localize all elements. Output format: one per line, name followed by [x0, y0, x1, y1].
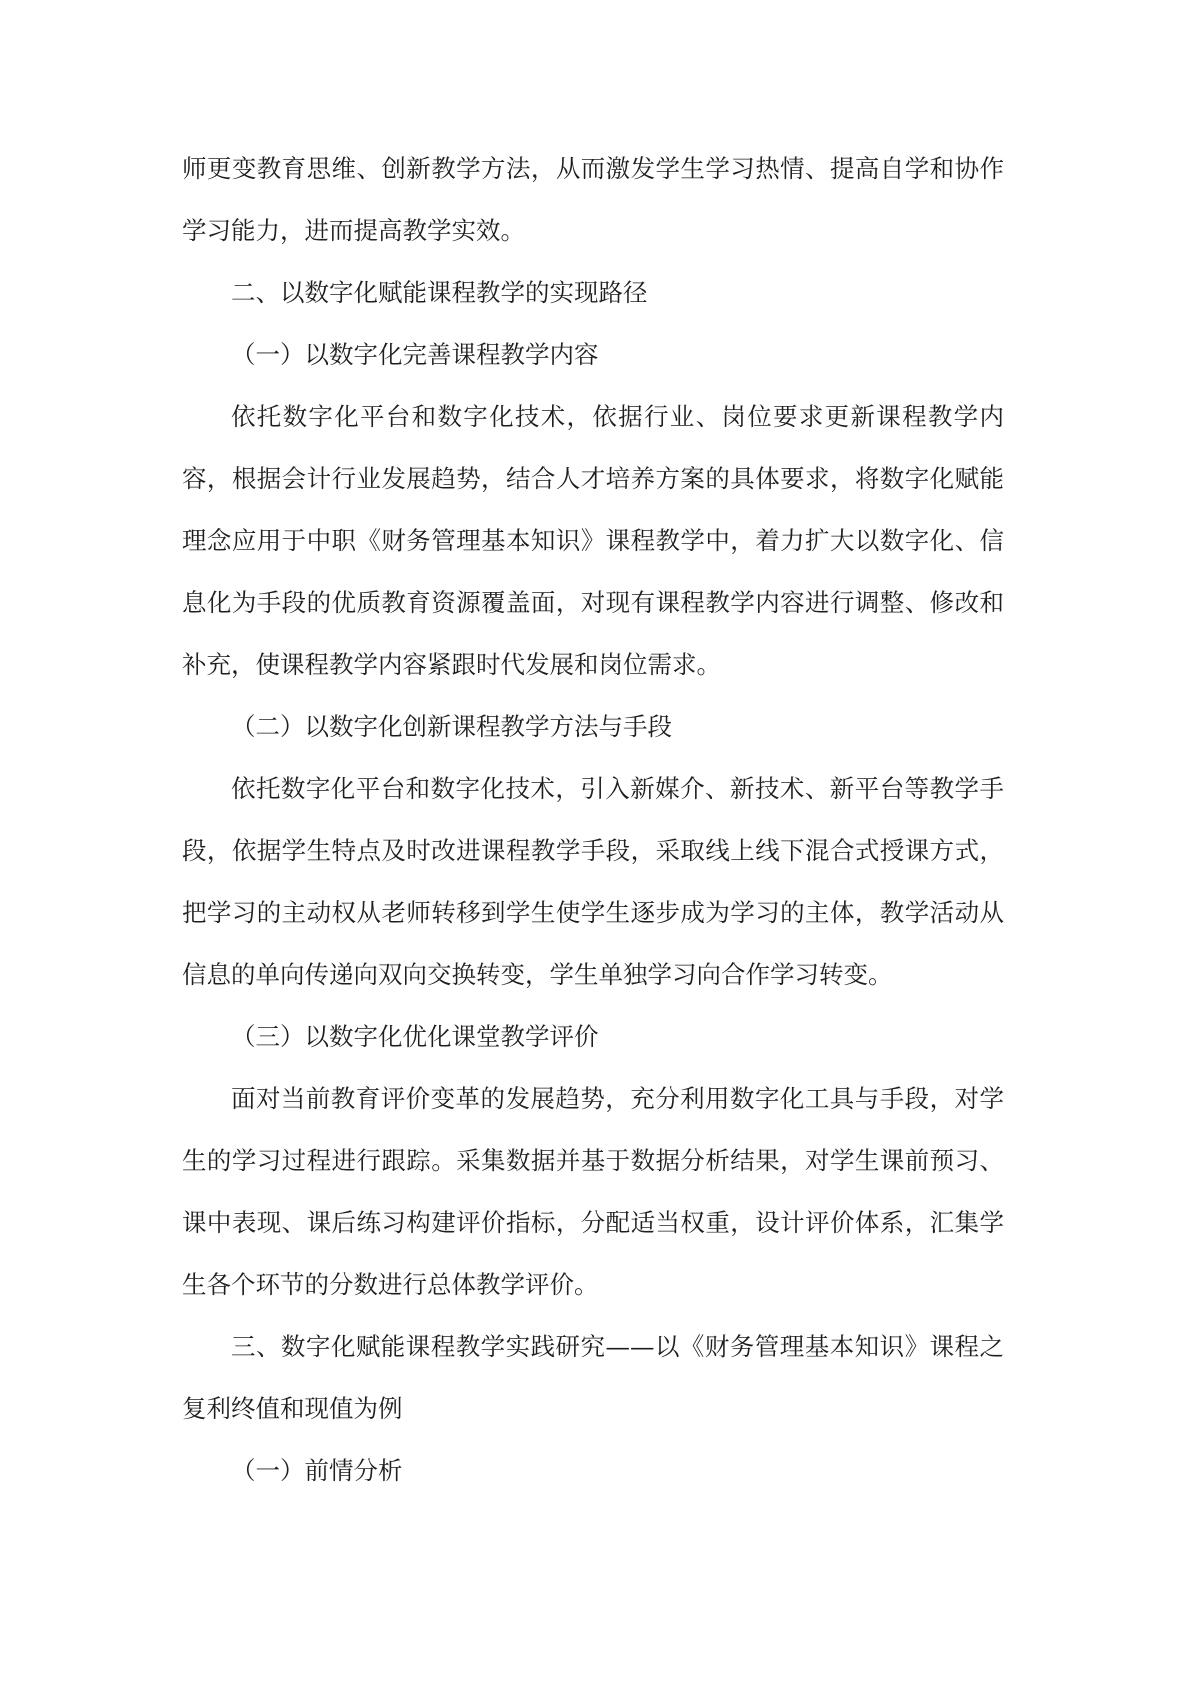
- paragraph-methods: 依托数字化平台和数字化技术，引入新媒介、新技术、新平台等教学手段，依据学生特点及时改进课程教学手段，采取线上线下混合式授课方式，把学习的主动权从老师转移到学生使学生逐步成为学习的主体，教学活动从信息的单向传递向双向交换转变，学生单独学习向合作学习转变。: [182, 774, 1004, 989]
- subsection-heading-2-2: （二）以数字化创新课程教学方法与手段: [231, 712, 672, 741]
- subsection-heading-2-3: （三）以数字化优化课堂教学评价: [231, 1022, 599, 1051]
- document-body: [182, 138, 1004, 1502]
- section-heading-3: 三、数字化赋能课程教学实践研究——以《财务管理基本知识》课程之复利终值和现值为例: [182, 1332, 1004, 1423]
- section-heading-2: 二、以数字化赋能课程教学的实现路径: [231, 278, 648, 307]
- paragraph-content: 依托数字化平台和数字化技术，依据行业、岗位要求更新课程教学内容，根据会计行业发展趋势，结合人才培养方案的具体要求，将数字化赋能理念应用于中职《财务管理基本知识》课程教学中，着力扩大以数字化、信息化为手段的优质教育资源覆盖面，对现有课程教学内容进行调整、修改和补充，使课程教学内容紧跟时代发展和岗位需求。: [182, 402, 1004, 679]
- paragraph-continued: 师更变教育思维、创新教学方法，从而激发学生学习热情、提高自学和协作学习能力，进而提高教学实效。: [182, 154, 1004, 245]
- subsection-heading-3-1: （一）前情分析: [231, 1456, 403, 1485]
- paragraph-evaluation: 面对当前教育评价变革的发展趋势，充分利用数字化工具与手段，对学生的学习过程进行跟踪。采集数据并基于数据分析结果，对学生课前预习、课中表现、课后练习构建评价指标，分配适当权重，设计评价体系，汇集学生各个环节的分数进行总体教学评价。: [182, 1084, 1004, 1299]
- subsection-heading-2-1: （一）以数字化完善课程教学内容: [231, 340, 599, 369]
